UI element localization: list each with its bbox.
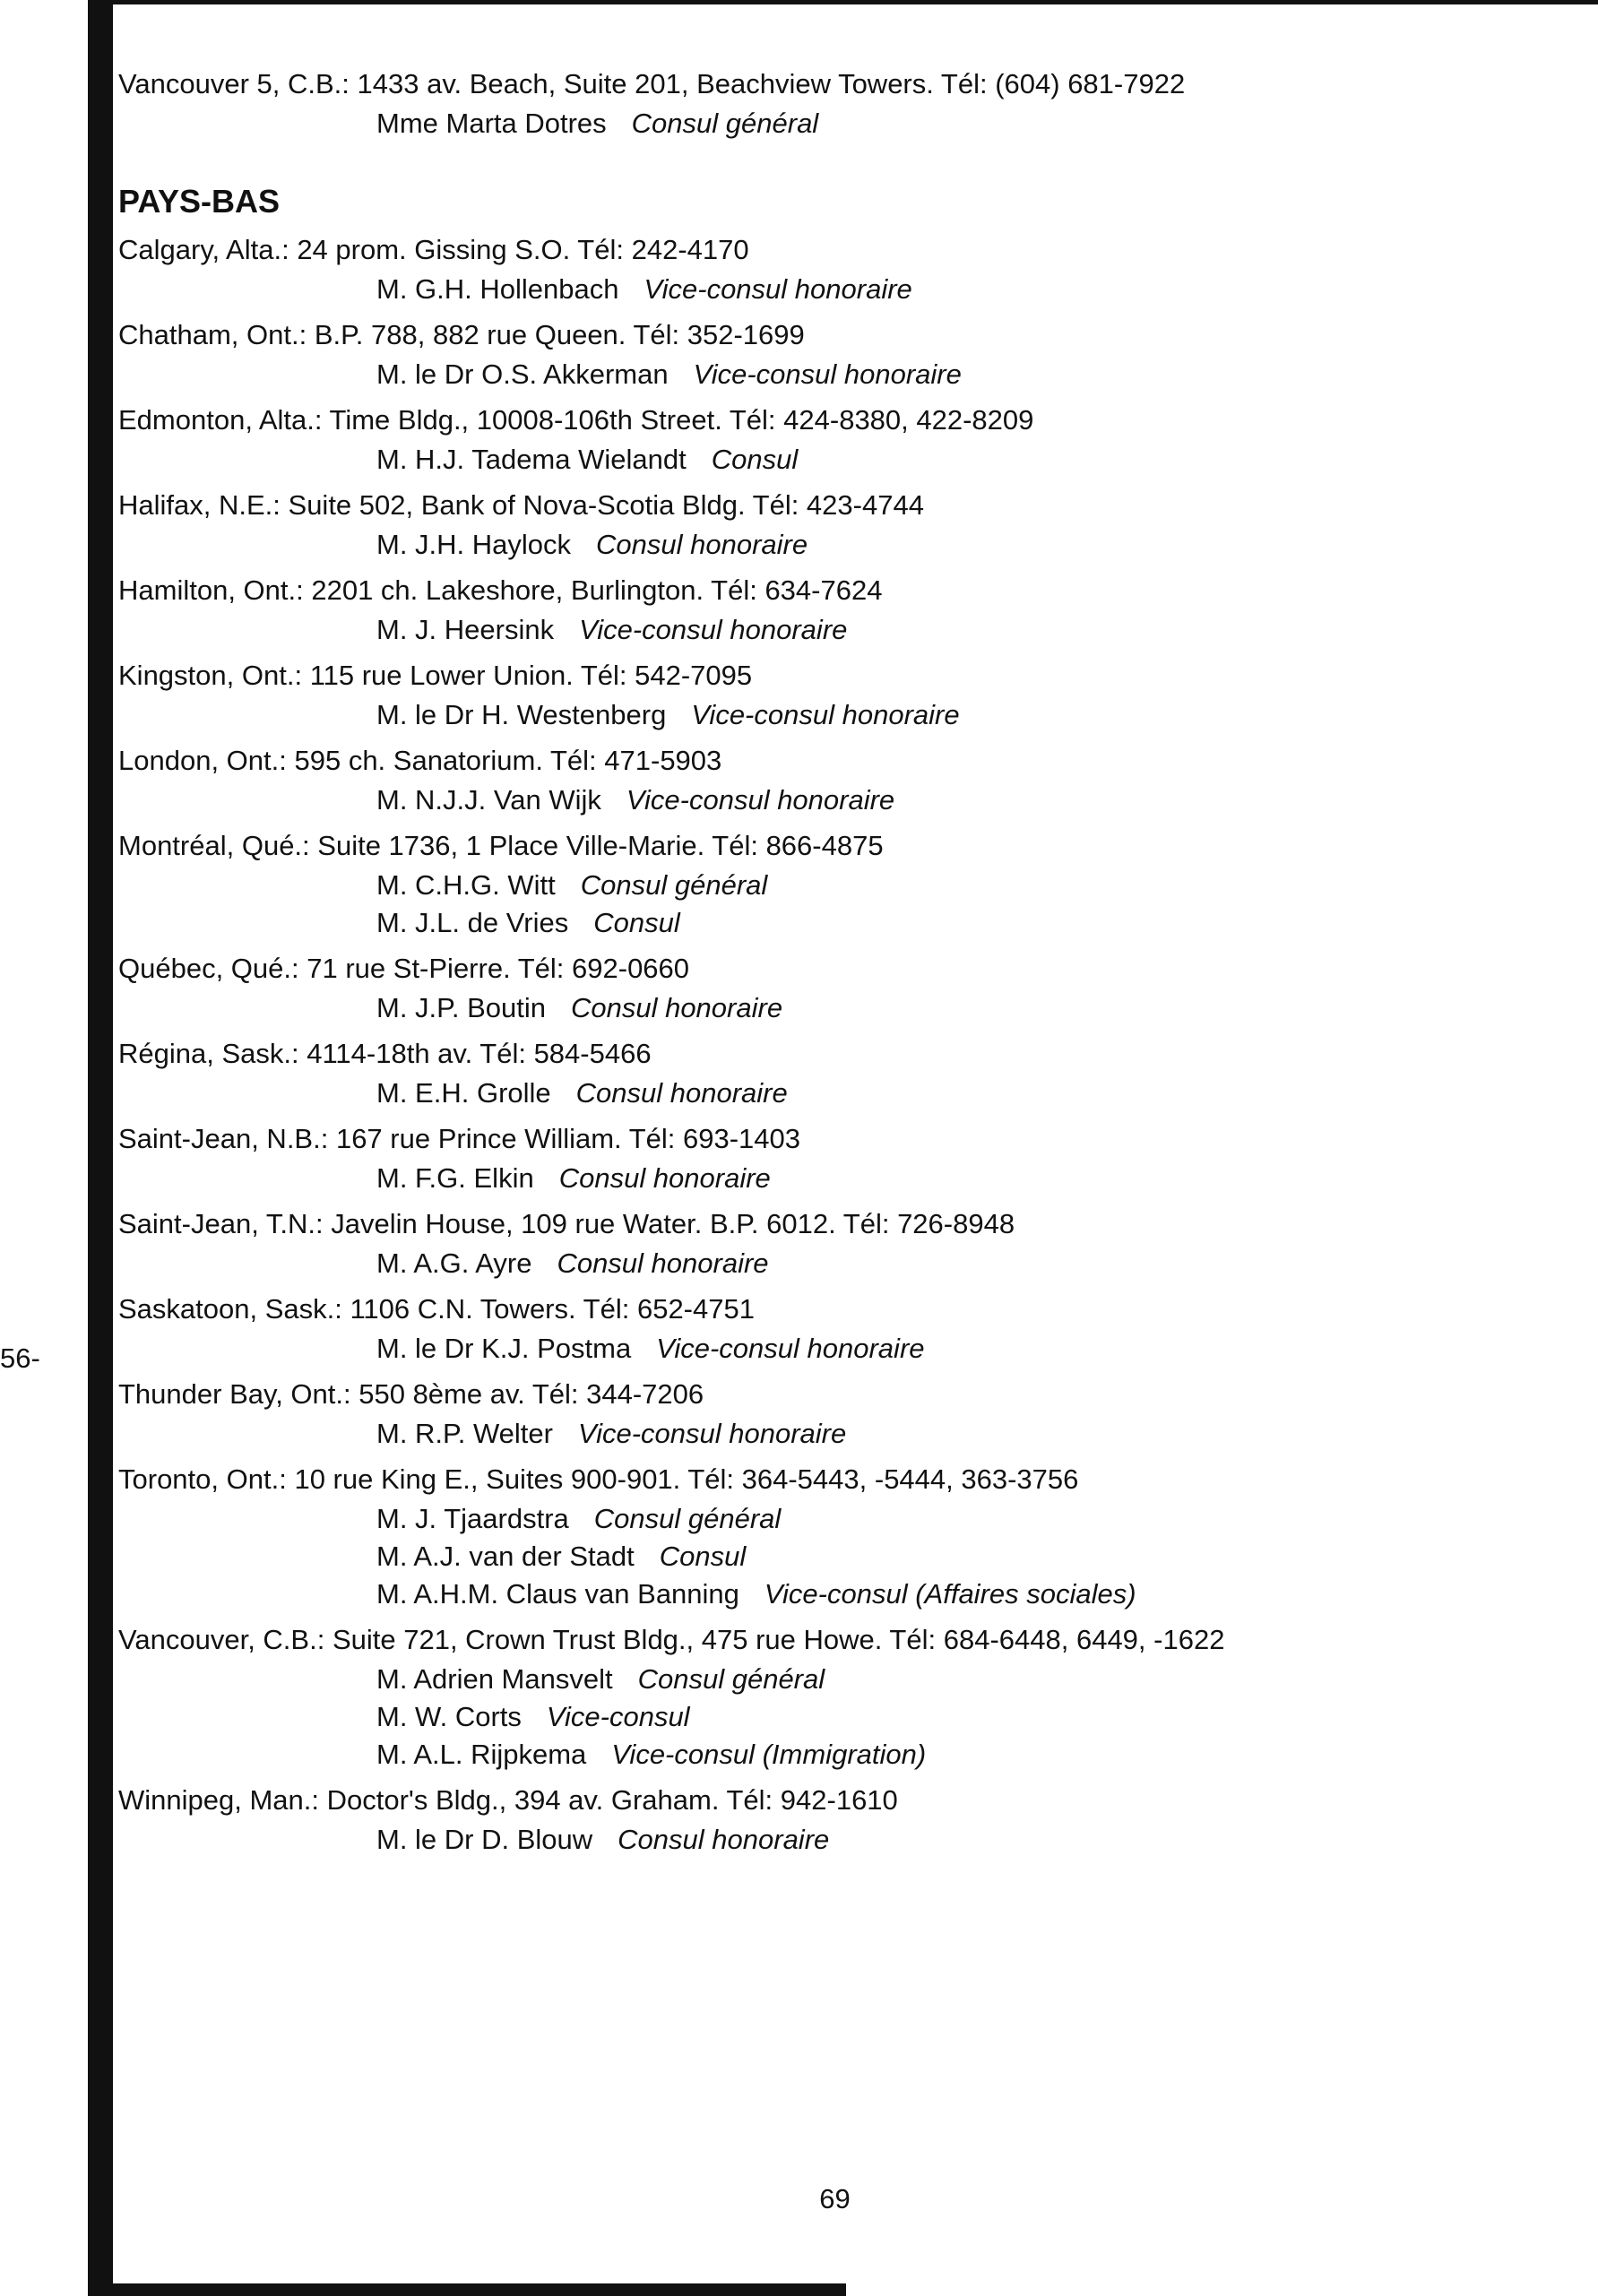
entry-address: 1106 C.N. Towers. Tél: 652-4751 [350,1293,755,1325]
entry-address: 71 rue St-Pierre. Tél: 692-0660 [307,953,690,984]
entry-location: Toronto, Ont. [118,1463,280,1495]
person-title: Vice-consul honoraire [693,358,962,390]
person-title: Consul honoraire [575,1077,788,1109]
person-line [118,105,1507,142]
person-line [118,271,1507,308]
person-name: M. R.P. Welter [376,1418,553,1449]
entry-location: Montréal, Qué. [118,830,303,861]
person-title: Consul honoraire [558,1162,771,1194]
person-title: Consul général [593,1503,782,1534]
entry-address: 550 8ème av. Tél: 344-7206 [358,1378,704,1410]
person-name: M. E.H. Grolle [376,1077,551,1109]
person-line [118,867,1507,904]
entry-location: Vancouver, C.B. [118,1624,317,1655]
person-line [118,441,1507,479]
person-name: M. J. Tjaardstra [376,1503,569,1534]
person-line [118,1500,1507,1538]
person-line [118,1698,1507,1736]
person-line [118,1075,1507,1112]
entry-address: 167 rue Prince William. Tél: 693-1403 [335,1123,801,1154]
entry-address: Javelin House, 109 rue Water. B.P. 6012. Tél: 726-8948 [331,1208,1015,1239]
entry-location: Vancouver 5, C.B. [118,68,342,99]
entry-location-line: Chatham, Ont.: B.P. 788, 882 rue Queen. Tél: 352-1699 [118,319,805,350]
person-title: Consul honoraire [557,1247,769,1279]
entry-location-line: Winnipeg, Man.: Doctor's Bldg., 394 av. Graham. Tél: 942-1610 [118,1784,898,1816]
person-line [118,1415,1507,1453]
directory-entry [118,1618,1507,1774]
directory-entry [118,1288,1507,1368]
entry-location-line: Saskatoon, Sask.: 1106 C.N. Towers. Tél: 652-4751 [118,1293,755,1325]
entry-address: 10 rue King E., Suites 900-901. Tél: 364-5443, -5444, 363-3756 [294,1463,1079,1495]
directory-entry [118,1032,1507,1112]
person-name: M. le Dr H. Westenberg [376,699,667,730]
person-name: M. A.H.M. Claus van Banning [376,1578,739,1610]
entry-location-line: Régina, Sask.: 4114-18th av. Tél: 584-5466 [118,1038,652,1069]
entry-location-line: Toronto, Ont.: 10 rue King E., Suites 900-901. Tél: 364-5443, -5444, 363-3756 [118,1463,1079,1495]
section-heading: PAYS-BAS [118,183,281,220]
entry-address: 24 prom. Gissing S.O. Tél: 242-4170 [297,234,749,265]
person-title: Consul général [637,1663,825,1695]
entry-location-line: Vancouver 5, C.B.: 1433 av. Beach, Suite 201, Beachview Towers. Tél: (604) 681-7922 [118,68,1186,99]
person-line [118,526,1507,564]
entry-location-line: Hamilton, Ont.: 2201 ch. Lakeshore, Burlington. Tél: 634-7624 [118,574,883,606]
entry-location-line: Saint-Jean, N.B.: 167 rue Prince William. Tél: 693-1403 [118,1123,801,1154]
person-line [118,1821,1507,1859]
person-line [118,781,1507,819]
person-line [118,1245,1507,1282]
person-name: M. C.H.G. Witt [376,869,556,901]
person-title: Consul général [631,108,819,139]
entry-location-line: Saint-Jean, T.N.: Javelin House, 109 rue Water. B.P. 6012. Tél: 726-8948 [118,1208,1015,1239]
directory-entry [118,1118,1507,1197]
entry-address: 1433 av. Beach, Suite 201, Beachview Towers. Tél: (604) 681-7922 [357,68,1186,99]
person-title: Consul [593,907,680,938]
person-line [118,1538,1507,1575]
person-title: Vice-consul (Affaires sociales) [764,1578,1136,1610]
entry-address: 4114-18th av. Tél: 584-5466 [307,1038,652,1069]
directory-entry [118,1458,1507,1613]
entries-list [118,229,1507,1859]
person-line [118,356,1507,393]
person-title: Consul honoraire [618,1824,830,1855]
entry-location: Hamilton, Ont. [118,574,297,606]
entry-location: Saint-Jean, T.N. [118,1208,315,1239]
entry-location: Saskatoon, Sask. [118,1293,335,1325]
person-title: Consul [659,1541,747,1572]
person-title: Vice-consul (Immigration) [611,1739,927,1770]
directory-entry [118,654,1507,734]
directory-entry [118,1203,1507,1282]
person-name: M. Adrien Mansvelt [376,1663,613,1695]
entry-location: Edmonton, Alta. [118,404,315,436]
directory-entry [118,824,1507,942]
person-name: M. le Dr D. Blouw [376,1824,593,1855]
directory-entry [118,1779,1507,1859]
person-name: M. A.J. van der Stadt [376,1541,635,1572]
person-title: Vice-consul honoraire [644,273,912,305]
person-title: Vice-consul honoraire [579,614,848,645]
entry-address: B.P. 788, 882 rue Queen. Tél: 352-1699 [314,319,805,350]
entry-location-line: London, Ont.: 595 ch. Sanatorium. Tél: 471-5903 [118,745,722,776]
bottom-edge [111,2283,846,2296]
margin-page-fragment: 56- [0,1342,40,1374]
person-name: M. W. Corts [376,1701,522,1732]
page-number: 69 [819,2183,851,2214]
entry-address: Doctor's Bldg., 394 av. Graham. Tél: 942-1610 [326,1784,898,1816]
person-line [118,1661,1507,1698]
person-line [118,1160,1507,1197]
person-name: M. A.G. Ayre [376,1247,532,1279]
entry-location: Chatham, Ont. [118,319,299,350]
entry-location-line: Montréal, Qué.: Suite 1736, 1 Place Ville-Marie. Tél: 866-4875 [118,830,884,861]
person-title: Vice-consul honoraire [691,699,960,730]
binding-edge [88,0,113,2296]
person-title: Consul [711,444,799,475]
person-name: Mme Marta Dotres [376,108,607,139]
directory-entry [118,63,1507,142]
top-edge [111,0,1598,4]
person-line [118,1330,1507,1368]
entry-location: Saint-Jean, N.B. [118,1123,321,1154]
directory-entry [118,399,1507,479]
person-line [118,989,1507,1027]
entry-address: Time Bldg., 10008-106th Street. Tél: 424-8380, 422-8209 [329,404,1034,436]
person-name: M. J.L. de Vries [376,907,569,938]
directory-entry [118,739,1507,819]
person-title: Consul général [580,869,768,901]
entry-location: Thunder Bay, Ont. [118,1378,343,1410]
entry-location-line: Vancouver, C.B.: Suite 721, Crown Trust Bldg., 475 rue Howe. Tél: 684-6448, 6449, -1622 [118,1624,1225,1655]
entry-location-line: Québec, Qué.: 71 rue St-Pierre. Tél: 692-0660 [118,953,690,984]
person-name: M. J. Heersink [376,614,555,645]
entry-location: Halifax, N.E. [118,489,273,521]
directory-entry [118,484,1507,564]
person-line [118,611,1507,649]
entry-location: Québec, Qué. [118,953,292,984]
entry-address: 595 ch. Sanatorium. Tél: 471-5903 [294,745,722,776]
directory-entry [118,569,1507,649]
directory-content [118,63,1507,1864]
entry-location: Calgary, Alta. [118,234,282,265]
entry-location-line: Kingston, Ont.: 115 rue Lower Union. Tél: 542-7095 [118,660,753,691]
person-name: M. le Dr K.J. Postma [376,1333,632,1364]
person-name: M. J.P. Boutin [376,992,546,1023]
entry-location: Régina, Sask. [118,1038,291,1069]
person-title: Vice-consul honoraire [626,784,895,816]
entry-location: Winnipeg, Man. [118,1784,312,1816]
entry-location: Kingston, Ont. [118,660,295,691]
person-title: Vice-consul honoraire [577,1418,847,1449]
person-line [118,1575,1507,1613]
person-name: M. J.H. Haylock [376,529,572,560]
person-name: M. le Dr O.S. Akkerman [376,358,669,390]
person-line [118,1736,1507,1774]
entry-location: London, Ont. [118,745,280,776]
entry-address: Suite 721, Crown Trust Bldg., 475 rue Howe. Tél: 684-6448, 6449, -1622 [332,1624,1225,1655]
entry-address: Suite 1736, 1 Place Ville-Marie. Tél: 866-4875 [317,830,884,861]
person-line [118,904,1507,942]
directory-entry [118,229,1507,308]
person-title: Vice-consul [546,1701,690,1732]
person-name: M. A.L. Rijpkema [376,1739,587,1770]
directory-entry [118,1373,1507,1453]
person-name: M. H.J. Tadema Wielandt [376,444,687,475]
entry-location-line: Thunder Bay, Ont.: 550 8ème av. Tél: 344-7206 [118,1378,704,1410]
entry-address: 2201 ch. Lakeshore, Burlington. Tél: 634-7624 [311,574,883,606]
directory-entry [118,947,1507,1027]
person-title: Vice-consul honoraire [656,1333,925,1364]
directory-entry [118,314,1507,393]
person-name: M. G.H. Hollenbach [376,273,619,305]
entry-location-line: Halifax, N.E.: Suite 502, Bank of Nova-Scotia Bldg. Tél: 423-4744 [118,489,924,521]
person-name: M. N.J.J. Van Wijk [376,784,601,816]
person-name: M. F.G. Elkin [376,1162,534,1194]
entry-location-line: Calgary, Alta.: 24 prom. Gissing S.O. Tél: 242-4170 [118,234,749,265]
entry-address: 115 rue Lower Union. Tél: 542-7095 [309,660,753,691]
person-title: Consul honoraire [570,992,783,1023]
entry-address: Suite 502, Bank of Nova-Scotia Bldg. Tél: 423-4744 [288,489,924,521]
entry-location-line: Edmonton, Alta.: Time Bldg., 10008-106th Street. Tél: 424-8380, 422-8209 [118,404,1034,436]
person-line [118,696,1507,734]
person-title: Consul honoraire [596,529,808,560]
